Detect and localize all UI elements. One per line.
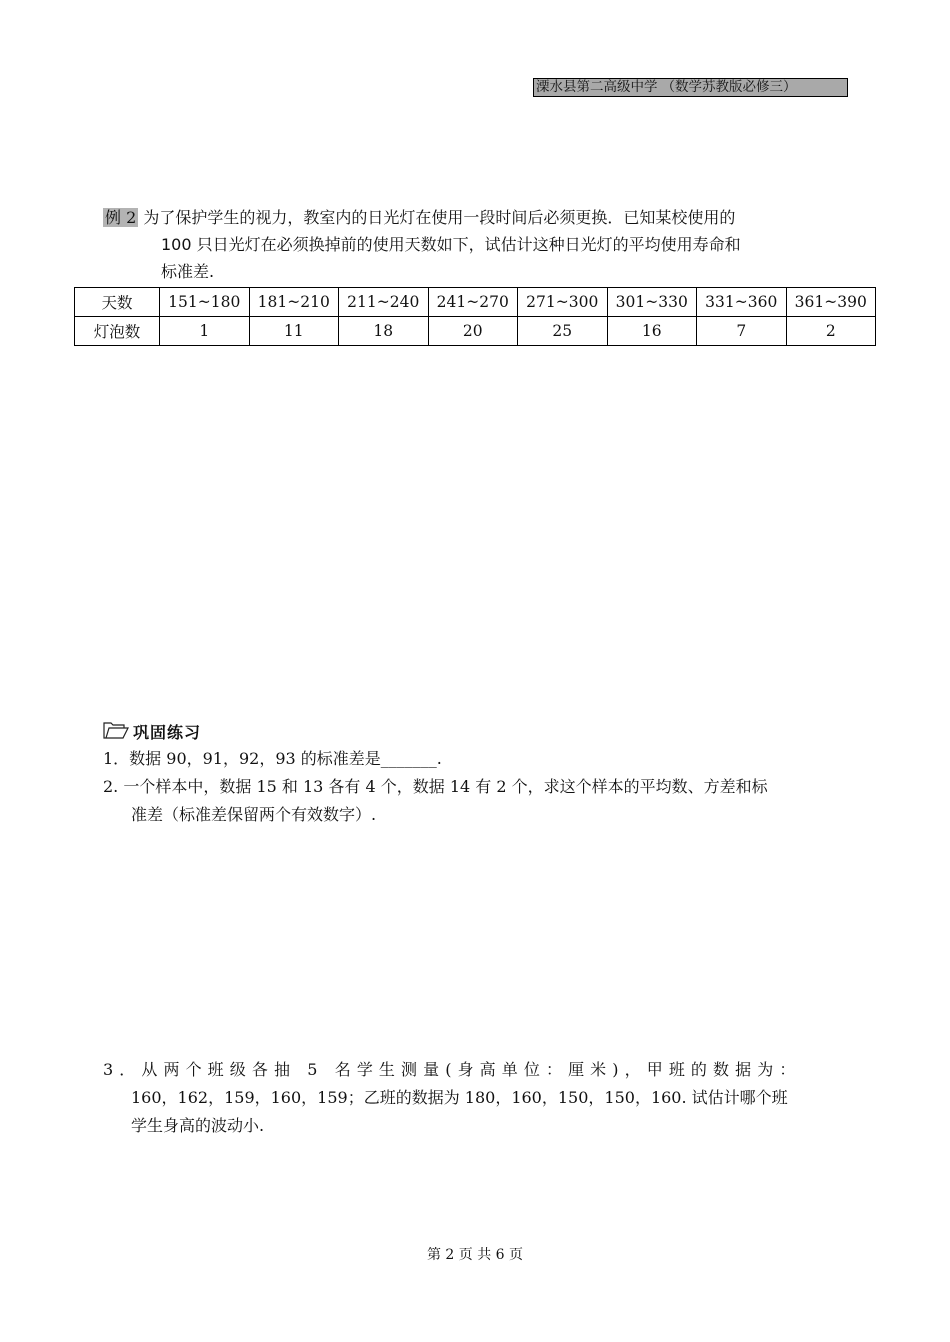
header-course: （数学苏教版必修三）	[660, 79, 848, 96]
table-cell: 151~180	[160, 288, 250, 317]
table-cell: 7	[697, 317, 787, 346]
question-3-line-3: 学生身高的波动小.	[131, 1116, 265, 1135]
example-number: 100	[161, 235, 192, 254]
page-footer: 第 2 页 共 6 页	[426, 1247, 524, 1263]
table-cell: 18	[339, 317, 429, 346]
answer-blank: _______	[380, 749, 437, 768]
table-cell: 20	[428, 317, 518, 346]
table-cell: 361~390	[786, 288, 876, 317]
question-2	[103, 773, 851, 829]
question-1	[103, 745, 851, 773]
question-3	[103, 1056, 851, 1140]
question-1-end: .	[436, 749, 442, 768]
table-cell: 211~240	[339, 288, 429, 317]
question-3-line-2: 160，162，159，160，159；乙班的数据为 180，160，150，150，160. 试估计哪个班	[131, 1088, 788, 1107]
example-2	[103, 204, 853, 285]
table-cell: 271~300	[518, 288, 608, 317]
table-cell: 301~330	[607, 288, 697, 317]
table-cell: 1	[160, 317, 250, 346]
table-row	[75, 317, 876, 346]
example-tag: 例 2	[105, 208, 137, 227]
table-cell: 11	[249, 317, 339, 346]
question-2-line-1: 2. 一个样本中，数据 15 和 13 各有 4 个，数据 14 有 2 个，求这个样本的平均数、方差和标	[103, 777, 768, 796]
header-school: 溧水县第二高级中学	[536, 79, 658, 95]
question-1-text: 1．数据 90，91，92，93 的标准差是	[103, 749, 381, 768]
folder-icon	[103, 722, 129, 740]
table-cell: 241~270	[428, 288, 518, 317]
example-line-2: 只日光灯在必须换掉前的使用天数如下，试估计这种日光灯的平均使用寿命和	[191, 235, 741, 254]
table-cell: 331~360	[697, 288, 787, 317]
example-line-1: 为了保护学生的视力，教室内的日光灯在使用一段时间后必须更换．已知某校使用的	[143, 208, 736, 227]
table-cell: 16	[607, 317, 697, 346]
table-cell: 2	[786, 317, 876, 346]
question-2-line-2: 准差（标准差保留两个有效数字）.	[131, 805, 377, 824]
example-line-3: 标准差.	[161, 262, 215, 281]
practice-section	[103, 718, 201, 744]
row-label-days: 天数	[75, 288, 160, 317]
page-header	[533, 78, 848, 97]
table-row	[75, 288, 876, 317]
practice-heading	[103, 718, 201, 744]
practice-title: 巩固练习	[133, 722, 202, 742]
table-cell: 181~210	[249, 288, 339, 317]
lamp-lifetime-table	[74, 287, 876, 346]
question-3-line-1: 3．从两个班级各抽 5 名学生测量(身高单位：厘米)，甲班的数据为：	[103, 1060, 802, 1079]
table-cell: 25	[518, 317, 608, 346]
row-label-count: 灯泡数	[75, 317, 160, 346]
